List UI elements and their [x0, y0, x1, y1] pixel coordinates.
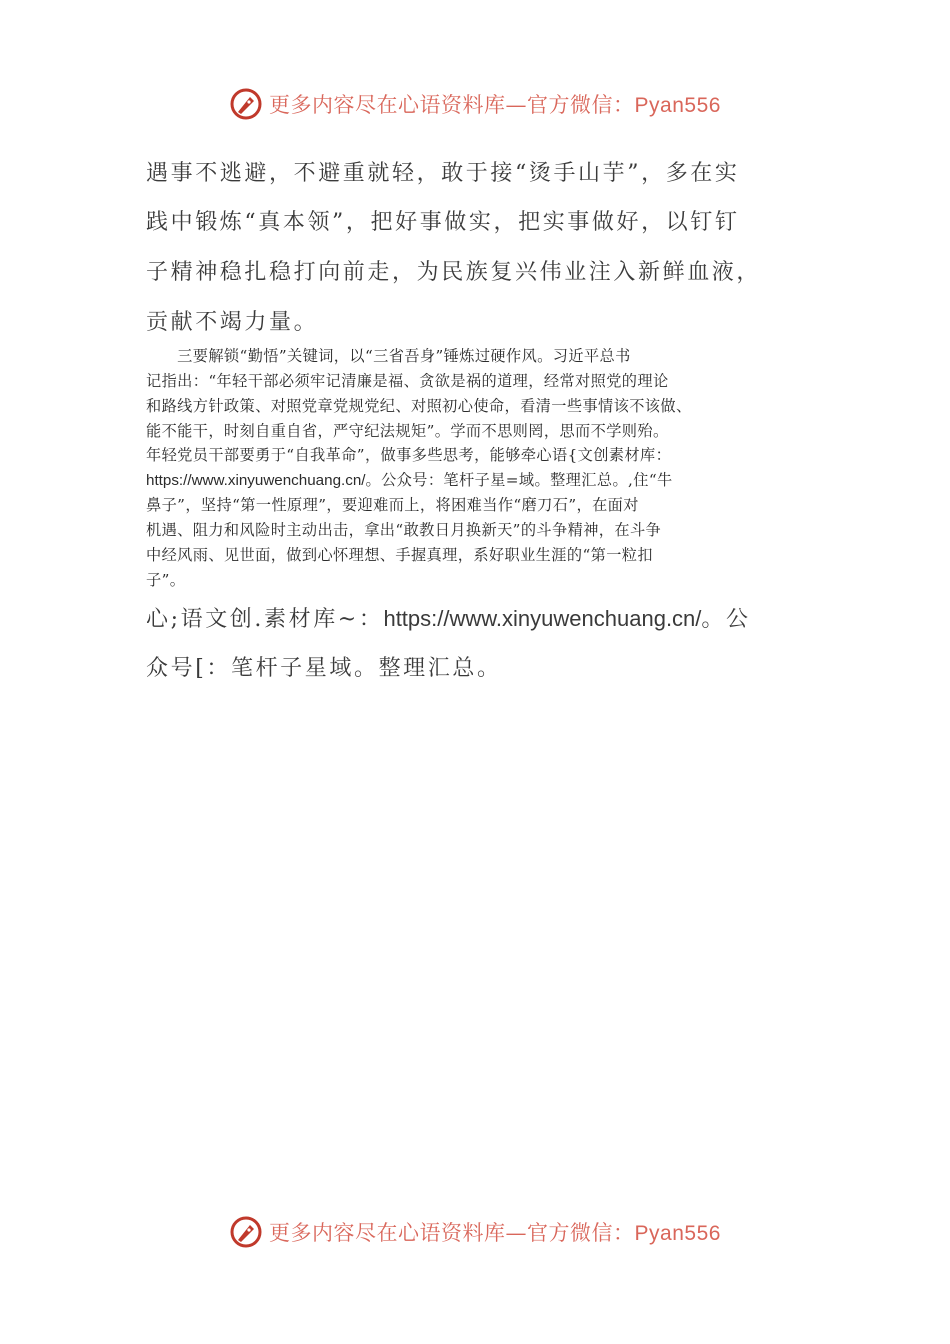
header-banner-text: 更多内容尽在心语资料库—官方微信：Pyan556 — [269, 93, 721, 117]
para2-line: 机遇、阻力和风险时主动出击，拿出“敢教日月换新天”的斗争精神，在斗争 — [146, 521, 662, 539]
para1-line: 遇事不逃避，不避重就轻，敢于接“烫手山芋”，多在实 — [146, 161, 740, 186]
footer-banner — [0, 1210, 950, 1254]
para2-line: 能不能干，时刻自重自省，严守纪法规矩”。学而不思则罔，思而不学则殆。 — [146, 422, 669, 440]
header-wechat-id: Pyan556 — [634, 94, 721, 117]
para3-line: 心;语文创.素材库~：https://www.xinyuwenchuang.cn/。公 — [146, 606, 751, 632]
para3-line: 众号[：笔杆子星域。整理汇总。 — [146, 656, 502, 681]
para1-line: 贡献不竭力量。 — [146, 310, 319, 335]
pen-nib-logo-icon — [229, 87, 263, 121]
para2-line: 年轻党员干部要勇于“自我革命”，做事多些思考，能够牵心语{文创素材库： — [146, 446, 672, 464]
para2-line: 鼻子”，坚持“第一性原理”，要迎难而上，将困难当作“磨刀石”，在面对 — [146, 496, 639, 514]
para2-line: 和路线方针政策、对照党章党规党纪、对照初心使命，看清一些事情该不该做、 — [146, 397, 692, 415]
para2-line: 子”。 — [146, 571, 186, 589]
para2-line: https://www.xinyuwenchuang.cn/。公众号：笔杆子星=域。整理汇总。,住“牛 — [146, 471, 673, 489]
footer-wechat-id: Pyan556 — [634, 1222, 721, 1245]
pen-nib-logo-icon — [229, 1215, 263, 1249]
para2-line: 中经风雨、见世面，做到心怀理想、手握真理，系好职业生涯的“第一粒扣 — [146, 546, 653, 564]
url-text: https://www.xinyuwenchuang.cn/ — [146, 472, 366, 489]
para2-line: 记指出：“年轻干部必须牢记清廉是福、贪欲是祸的道理，经常对照党的理论 — [146, 372, 669, 390]
para1-line: 践中锻炼“真本领”，把好事做实，把实事做好，以钉钉 — [146, 210, 740, 235]
para1-line: 子精神稳扎稳打向前走，为民族复兴伟业注入新鲜血液， — [146, 260, 762, 285]
para2-line: 三要解锁“勤悟”关键词，以“三省吾身”锤炼过硬作风。习近平总书 — [146, 347, 631, 365]
url-text: https://www.xinyuwenchuang.cn/ — [383, 606, 702, 631]
footer-banner-text: 更多内容尽在心语资料库—官方微信：Pyan556 — [269, 1221, 721, 1245]
header-banner — [0, 82, 950, 126]
